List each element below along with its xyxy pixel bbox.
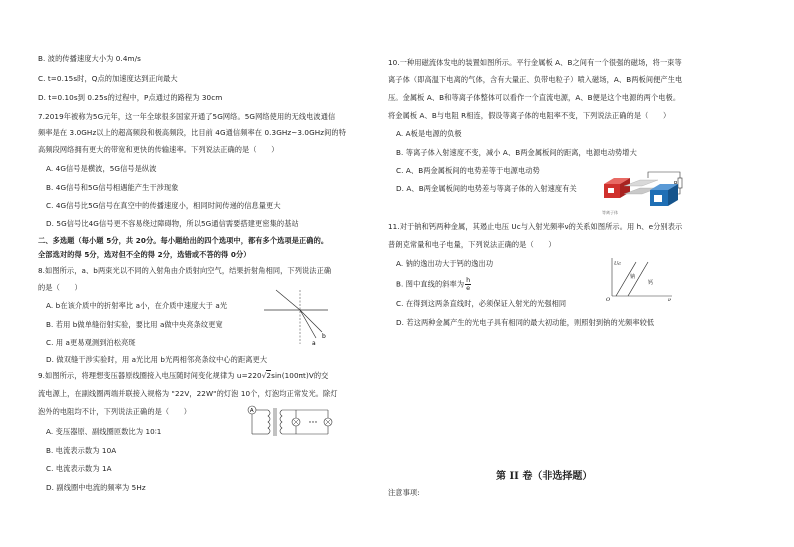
resistor-icon <box>678 178 682 188</box>
q10-stem-line1: 10.一种用磁流体发电的装置如图所示。平行金属板 A、B之间有一个很强的磁场，将一束等 <box>388 58 682 67</box>
q10-stem-line3: 压。金属板 A、B和等离子体整体可以看作一个直流电源，A、B便是这个电源的两个电极。 <box>388 93 681 102</box>
q9-stem-line3: 泡外的电阻均不计，下列说法正确的是（ ） <box>38 407 192 416</box>
q8-stem-line1: 8.如图所示，a、b两束光以不同的入射角由介质射向空气，结果折射角相同，下列说法正确 <box>38 266 332 275</box>
q11-stem-line1: 11.对于钠和钙两种金属，其遏止电压 Uc与入射光频率ν的关系如图所示。用 h、e分别表示 <box>388 222 683 231</box>
q11-option-a: A. 钠的逸出功大于钙的逸出功 <box>396 259 494 268</box>
q7-stem-line3: 高频段网络拥有更大的带宽和更快的传输速率。下列说法正确的是（ ） <box>38 145 279 154</box>
q7-stem-line1: 7.2019年被称为5G元年，这一年全球很多国家开通了5G网络。5G网络使用的无线电波通信 <box>38 112 336 121</box>
q8-refraction-diagram <box>262 288 330 346</box>
q10-stem-line4: 将金属板 A、B与电阻 R相连，假设等离子体的电阻率不变，下列说法正确的是（ ） <box>388 111 671 120</box>
q8-stem-line2: 的是（ ） <box>38 283 82 292</box>
q8-label-b: b <box>322 333 326 340</box>
q11-option-c: C. 在得到这两条直线时，必须保证入射光的光强相同 <box>396 299 567 308</box>
notice-heading: 注意事项: <box>388 488 420 497</box>
q10-option-a: A. A板是电源的负极 <box>396 129 462 138</box>
q10-stem-line2: 离子体（即高温下电离的气体，含有大量正、负带电粒子）喷入磁场，A、B两板间便产生电 <box>388 75 683 84</box>
q10-option-c: C. A、B两金属板间的电势差等于电源电动势 <box>396 166 540 175</box>
q9-transformer-circuit <box>244 402 334 442</box>
section-2-title: 第 II 卷（非选择题） <box>496 471 593 482</box>
q7-option-d: D. 5G信号比4G信号更不容易绕过障碍物，所以5G通信需要搭建更密集的基站 <box>46 219 299 228</box>
graph-calcium-label: 钙 <box>648 280 654 286</box>
q8-option-d: D. 做双缝干涉实验时，用 a光比用 b光两相邻亮条纹中心的距离更大 <box>46 355 268 364</box>
q9-ammeter-label: A <box>249 408 254 415</box>
q8-label-a: a <box>312 340 316 346</box>
q10-plasma-label: 等离子体 <box>602 210 618 215</box>
q11-option-b <box>396 277 472 292</box>
section2-heading-line1: 二、多选题（每小题 5分，共 20分。每小题给出的四个选项中，都有多个选项是正确的。 <box>38 236 329 245</box>
section2-heading-line2: 全部选对的得 5分，选对但不全的得 2分，选错或不答的得 0分） <box>38 250 251 259</box>
q11-option-b-text: B. 图中直线的斜率为 <box>396 279 465 289</box>
q6-option-c: C. t=0.15s时，Q点的加速度达到正向最大 <box>38 74 178 83</box>
q9-option-b: B. 电流表示数为 10A <box>46 446 117 455</box>
fraction-denominator: e <box>466 284 471 292</box>
q9-option-d: D. 副线圈中电流的频率为 5Hz <box>46 483 146 492</box>
q10-mhd-generator-figure <box>600 168 684 218</box>
q9-option-a: A. 变压器原、副线圈匝数比为 10∶1 <box>46 427 162 436</box>
q11-stem-line2: 普朗克常量和电子电量，下列说法正确的是（ ） <box>388 240 556 249</box>
q8-option-c: C. 用 a更易观测到泊松亮斑 <box>46 338 136 347</box>
q8-option-b: B. 若用 b做单缝衍射实验，要比用 a做中央亮条纹更宽 <box>46 320 223 329</box>
q9-stem-line2: 流电源上，在副线圈两端并联接入规格为 "22V，22W"的灯泡 10个，灯泡均正常发光。除灯 <box>38 389 338 398</box>
q7-option-b: B. 4G信号和5G信号相遇能产生干涉现象 <box>46 183 179 192</box>
q9-stem-line1a: 9.如图所示，将理想变压器原线圈接入电压随时间变化规律为 u=220 <box>38 371 262 380</box>
q11-stopping-voltage-graph <box>602 256 674 302</box>
sqrt-symbol: √ <box>261 371 267 380</box>
q11-option-d: D. 若这两种金属产生的光电子具有相同的最大初动能，则照射到钠的光频率较低 <box>396 318 655 327</box>
graph-origin-label: O <box>606 297 611 302</box>
q8-option-a: A. b在该介质中的折射率比 a小，在介质中速度大于 a光 <box>46 301 228 310</box>
q7-option-a: A. 4G信号是横波，5G信号是纵波 <box>46 164 157 173</box>
fraction-numerator: h <box>466 276 471 284</box>
q10-option-d: D. A、B两金属板间的电势差与等离子体的入射速度有关 <box>396 184 577 193</box>
graph-x-label: ν <box>668 297 672 302</box>
q9-stem-line1 <box>38 371 328 381</box>
q7-stem-line2: 频率是在 3.0GHz以上的超高频段和极高频段，比目前 4G通信频率在 0.3GHz~3.0GHz间的特 <box>38 128 347 137</box>
fraction-h-over-e <box>465 277 471 292</box>
q9-sqrt-value: 2 <box>266 371 272 380</box>
q9-option-c: C. 电流表示数为 1A <box>46 464 112 473</box>
q9-stem-line1b: sin(100πt)V的交 <box>271 371 329 380</box>
q6-option-d: D. t=0.10s到 0.25s的过程中，P点通过的路程为 30cm <box>38 93 223 102</box>
q6-option-b: B. 波的传播速度大小为 0.4m/s <box>38 54 141 63</box>
q10-option-b: B. 等离子体入射速度不变，减小 A、B两金属板间的距离，电源电动势增大 <box>396 148 637 157</box>
graph-sodium-label: 钠 <box>630 274 636 280</box>
graph-y-label: Uc <box>614 261 622 267</box>
q7-option-c: C. 4G信号比5G信号在真空中的传播速度小，相同时间传递的信息量更大 <box>46 201 281 210</box>
